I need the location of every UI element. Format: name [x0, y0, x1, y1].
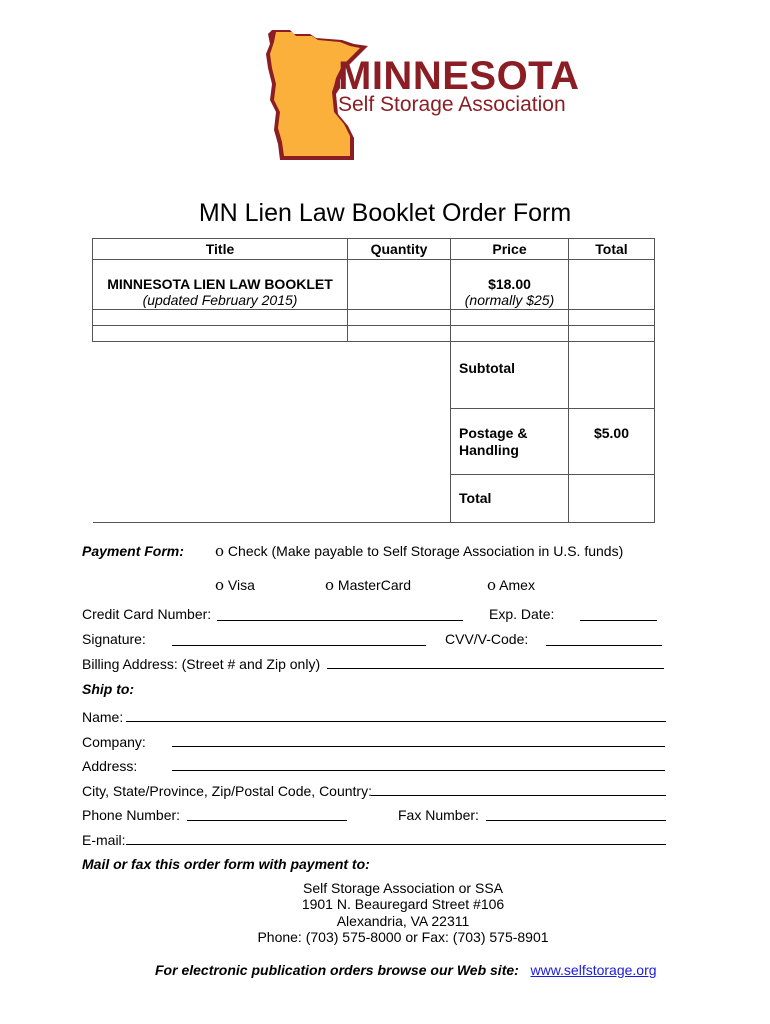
table-row [93, 326, 655, 342]
logo-subtitle: Self Storage Association [338, 93, 566, 116]
item-note: (updated February 2015) [142, 292, 298, 308]
payment-form-label: Payment Form: [82, 543, 184, 559]
postage-row [93, 409, 655, 475]
ship-to-heading: Ship to: [82, 681, 135, 697]
check-option[interactable] [215, 543, 623, 559]
blank [93, 409, 451, 475]
empty-cell [569, 310, 655, 326]
subtotal-row [93, 342, 655, 409]
total-value-cell[interactable] [569, 475, 655, 523]
name-field[interactable] [126, 721, 666, 722]
blank [93, 475, 451, 523]
exp-date-label: Exp. Date: [489, 606, 555, 622]
city-label: City, State/Province, Zip/Postal Code, Country: [82, 783, 372, 799]
billing-label: Billing Address: (Street # and Zip only) [82, 656, 321, 672]
table-row [93, 260, 655, 310]
page-title: MN Lien Law Booklet Order Form [198, 199, 572, 227]
item-name: MINNESOTA LIEN LAW BOOKLET [107, 276, 333, 292]
company-label: Company: [82, 734, 146, 750]
mail-line-4: Phone: (703) 575-8000 or Fax: (703) 575-8901 [257, 929, 549, 945]
city-field[interactable] [371, 795, 666, 796]
billing-field[interactable] [327, 668, 664, 669]
footer [155, 962, 657, 978]
subtotal-label: Subtotal [451, 342, 569, 409]
table-header-row [93, 239, 655, 260]
exp-date-field[interactable] [580, 620, 657, 621]
address-label: Address: [82, 758, 138, 774]
postage-label-2: Handling [459, 442, 519, 458]
card-number-field[interactable] [217, 620, 463, 621]
fax-label: Fax Number: [398, 807, 479, 823]
email-field[interactable] [126, 844, 666, 845]
header-title: Title [93, 239, 348, 260]
cvv-field[interactable] [546, 645, 662, 646]
header-price: Price [451, 239, 569, 260]
empty-cell [348, 310, 451, 326]
website-link[interactable]: www.selfstorage.org [530, 962, 657, 978]
total-row [93, 475, 655, 523]
visa-radio-icon[interactable]: o [215, 576, 225, 594]
item-title-cell [93, 260, 348, 310]
mastercard-radio-icon[interactable]: o [325, 576, 335, 594]
check-label: Check (Make payable to Self Storage Association in U.S. funds) [227, 543, 624, 559]
item-price-note: (normally $25) [464, 292, 555, 308]
total-label: Total [451, 475, 569, 523]
mail-line-2: 1901 N. Beauregard Street #106 [301, 896, 505, 912]
phone-field[interactable] [187, 820, 347, 821]
footer-text: For electronic publication orders browse our Web site: [155, 962, 519, 978]
amex-option[interactable] [487, 577, 535, 593]
mail-heading: Mail or fax this order form with payment to: [82, 856, 370, 872]
visa-option[interactable] [215, 577, 255, 593]
item-price-cell [451, 260, 569, 310]
logo-title: MINNESOTA [338, 54, 580, 98]
postage-label-cell [451, 409, 569, 475]
empty-cell [451, 326, 569, 342]
empty-cell [348, 326, 451, 342]
card-number-label: Credit Card Number: [82, 606, 212, 622]
empty-cell [93, 310, 348, 326]
address-field[interactable] [172, 770, 665, 771]
check-radio-icon[interactable]: o [215, 542, 225, 560]
header-quantity: Quantity [348, 239, 451, 260]
signature-label: Signature: [82, 631, 146, 647]
phone-label: Phone Number: [82, 807, 181, 823]
table-row [93, 310, 655, 326]
visa-label: Visa [227, 577, 255, 593]
item-quantity-cell[interactable] [348, 260, 451, 310]
signature-field[interactable] [172, 645, 426, 646]
cvv-label: CVV/V-Code: [445, 631, 529, 647]
mastercard-option[interactable] [325, 577, 411, 593]
postage-value: $5.00 [569, 409, 655, 475]
empty-cell [93, 326, 348, 342]
empty-cell [451, 310, 569, 326]
empty-cell [569, 326, 655, 342]
amex-label: Amex [499, 577, 535, 593]
order-table [92, 238, 655, 523]
company-field[interactable] [172, 746, 665, 747]
amex-radio-icon[interactable]: o [487, 576, 497, 594]
fax-field[interactable] [486, 820, 666, 821]
mail-line-1: Self Storage Association or SSA [303, 880, 503, 896]
mastercard-label: MasterCard [337, 577, 412, 593]
header-total: Total [569, 239, 655, 260]
name-label: Name: [82, 709, 124, 725]
item-total-cell[interactable] [569, 260, 655, 310]
blank [93, 342, 451, 409]
mail-line-3: Alexandria, VA 22311 [336, 913, 470, 929]
item-price: $18.00 [488, 276, 531, 292]
subtotal-value-cell[interactable] [569, 342, 655, 409]
postage-label-1: Postage & [459, 425, 528, 441]
email-label: E-mail: [82, 832, 126, 848]
